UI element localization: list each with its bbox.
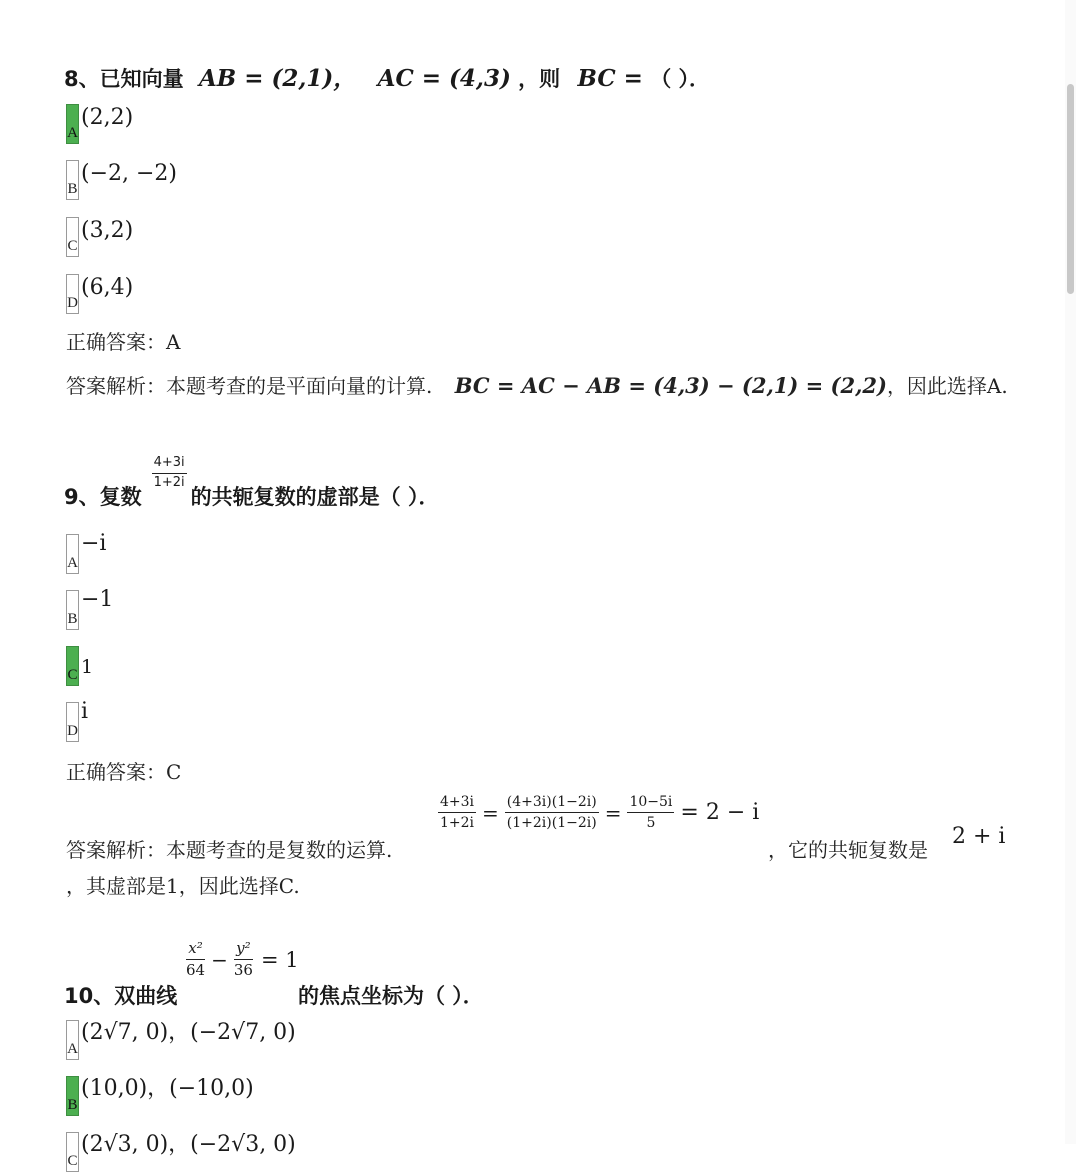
q9-formula-frac3-num: 10−5i <box>627 794 674 813</box>
q8-option-c[interactable] <box>66 213 133 257</box>
q10-option-a[interactable] <box>66 1016 296 1060</box>
q10-option-c-text: (2√3, 0)，(−2√3, 0) <box>81 1132 296 1157</box>
scrollbar-thumb[interactable] <box>1067 84 1074 294</box>
q10-frac-x-num: x² <box>186 940 204 960</box>
q9-option-c-text: 1 <box>81 656 94 678</box>
q9-explain-line2: ，其虚部是1，因此选择C. <box>66 874 300 898</box>
q10-option-b-text: (10,0)，(−10,0) <box>81 1076 254 1101</box>
q8-mid: ，则 <box>518 67 561 91</box>
q8-explain-prefix: 答案解析：本题考查的是平面向量的计算. <box>66 374 433 398</box>
question-8 <box>64 60 710 93</box>
q8-option-c-text: (3,2) <box>81 218 134 243</box>
q9-explain-formula <box>438 794 759 831</box>
q9-formula-frac2 <box>505 794 599 831</box>
q9-option-b[interactable] <box>66 586 113 630</box>
q9-suffix: 的共轭复数的虚部是（ ）． <box>190 484 440 509</box>
q9-option-d-letter[interactable]: D <box>66 702 79 742</box>
q10-frac-y <box>232 940 255 980</box>
q8-explain-math: BC = AC − AB = (4,3) − (2,1) = (2,2) <box>454 373 887 398</box>
q9-explain-prefix: 答案解析：本题考查的是复数的运算. <box>66 838 393 862</box>
q10-option-c-letter[interactable]: C <box>66 1132 79 1172</box>
q10-option-b-letter[interactable]: B <box>66 1076 79 1116</box>
q10-eq-one: = 1 <box>260 947 299 972</box>
q8-option-d[interactable] <box>66 270 133 314</box>
q9-prefix: 9、复数 <box>64 484 142 509</box>
q9-option-a-text: −i <box>81 531 107 556</box>
q10-frac-y-den: 36 <box>233 961 253 980</box>
q10-prefix: 10、双曲线 <box>64 984 178 1008</box>
question-9 <box>64 456 439 513</box>
q8-explanation <box>66 370 1008 399</box>
q8-math-ab: AB = (2,1)， <box>198 65 357 92</box>
q8-option-a-text: (2,2) <box>81 105 134 130</box>
q9-formula-frac1-num: 4+3i <box>438 794 476 813</box>
q8-option-b-letter[interactable]: B <box>66 160 79 200</box>
q8-prefix: 8、已知向量 <box>64 67 184 91</box>
q8-math-ac: AC = (4,3) <box>377 65 511 92</box>
q9-option-c-letter[interactable]: C <box>66 646 79 686</box>
q9-option-c[interactable] <box>66 642 93 686</box>
q9-formula-eq2: = <box>604 800 622 825</box>
q8-option-a[interactable] <box>66 100 133 144</box>
q9-correct-answer: 正确答案：C <box>66 760 182 784</box>
q8-option-b[interactable] <box>66 156 177 200</box>
q10-minus: − <box>211 947 228 972</box>
q9-conj: 2 + i <box>952 824 1006 849</box>
q10-option-a-text: (2√7, 0)，(−2√7, 0) <box>81 1020 296 1045</box>
q9-formula-frac1 <box>438 794 476 831</box>
q9-fraction-den: 1+2i <box>153 474 185 490</box>
q9-formula-result: = 2 − i <box>680 800 760 826</box>
q8-option-a-letter[interactable]: A <box>66 104 79 144</box>
q9-formula-frac2-den: (1+2i)(1−2i) <box>506 815 597 832</box>
q9-option-d-text: i <box>81 699 89 724</box>
q8-option-d-text: (6,4) <box>81 275 134 300</box>
q10-option-b[interactable] <box>66 1072 254 1116</box>
q10-option-c[interactable] <box>66 1128 296 1172</box>
q9-formula-frac1-den: 1+2i <box>440 815 475 832</box>
q9-formula-frac3 <box>627 794 674 831</box>
q10-suffix: 的焦点坐标为（ ）． <box>298 984 484 1008</box>
q10-option-a-letter[interactable]: A <box>66 1020 79 1060</box>
q9-formula-frac2-num: (4+3i)(1−2i) <box>505 794 599 813</box>
q9-explain-mid: ，它的共轭复数是 <box>768 838 928 862</box>
q9-formula-frac3-den: 5 <box>646 815 656 832</box>
q9-option-a-letter[interactable]: A <box>66 534 79 574</box>
q9-fraction-num: 4+3i <box>152 456 187 474</box>
q9-fraction <box>152 456 187 491</box>
q8-suffix: （ ）． <box>650 67 711 91</box>
q10-frac-x <box>184 940 207 980</box>
q10-frac-x-den: 64 <box>186 961 206 980</box>
q9-option-b-letter[interactable]: B <box>66 590 79 630</box>
q9-option-d[interactable] <box>66 698 88 742</box>
q10-equation <box>184 940 299 980</box>
q9-option-b-text: −1 <box>81 587 114 612</box>
q8-correct-answer: 正确答案：A <box>66 330 181 354</box>
q8-option-b-text: (−2, −2) <box>81 161 178 186</box>
q9-formula-eq1: = <box>482 800 499 825</box>
q8-option-d-letter[interactable]: D <box>66 274 79 314</box>
q8-explain-suffix: ，因此选择A. <box>886 374 1008 398</box>
q8-option-c-letter[interactable]: C <box>66 217 79 257</box>
q8-math-bc: BC = <box>577 65 643 92</box>
q9-option-a[interactable] <box>66 530 106 574</box>
q10-frac-y-num: y² <box>234 940 253 960</box>
